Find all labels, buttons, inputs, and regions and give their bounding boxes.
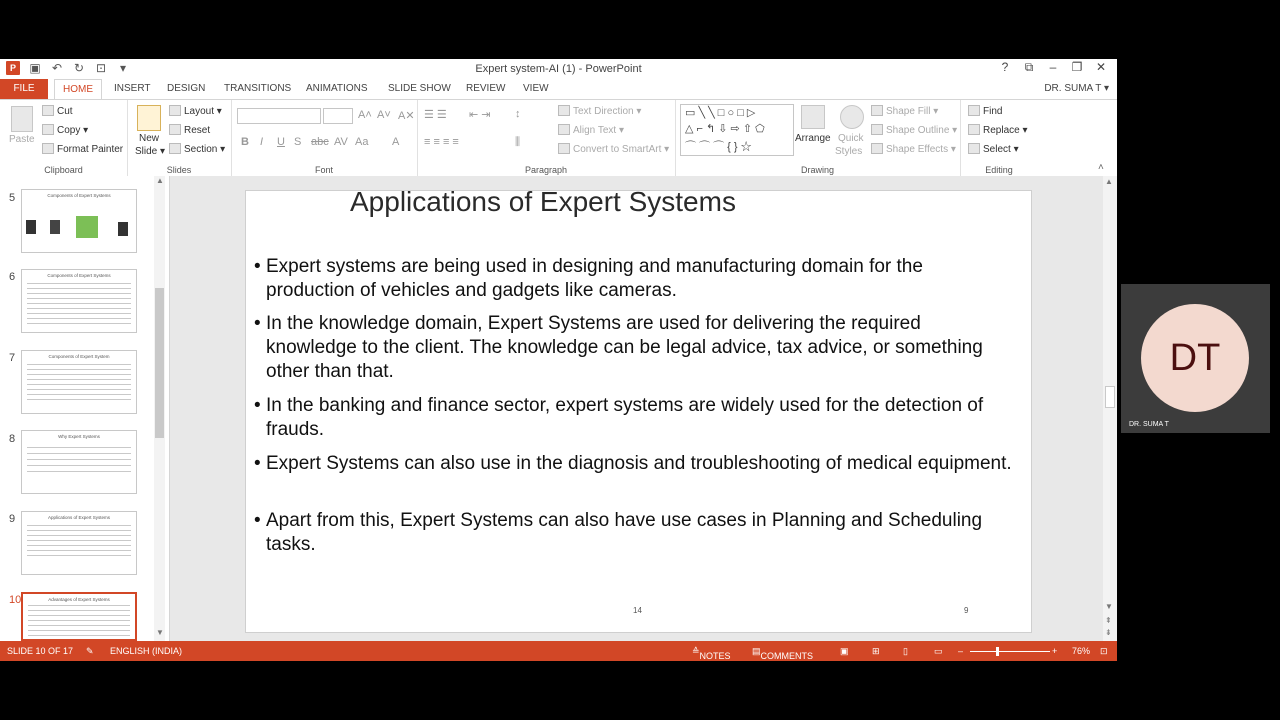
new-slide-icon[interactable] [137, 105, 161, 131]
close-icon[interactable]: ✕ [1095, 60, 1107, 74]
shapes-gallery[interactable]: ▭ ╲ ╲ □ ○ □ ▷ △ ⌐ ↰ ⇩ ⇨ ⇧ ⬠ ⌒ ⌒ ⌒ { } ☆ [680, 104, 794, 156]
ribbon-display-icon[interactable]: ⧉ [1024, 60, 1034, 74]
slide-scroll-thumb[interactable] [1105, 386, 1115, 408]
bullet-item[interactable]: • Expert Systems can also use in the diagnosis and troubleshooting of medical equipment. [254, 453, 1012, 474]
participant-name: DR. SUMA T [1129, 421, 1169, 428]
font-label: Font [314, 165, 333, 175]
indent-icon[interactable]: ⇤ ⇥ [469, 109, 491, 121]
tab-file[interactable]: FILE [0, 79, 48, 99]
strikethrough-button[interactable]: abc [311, 136, 329, 148]
shape-fill-button[interactable]: Shape Fill ▾ [871, 105, 938, 117]
tab-view[interactable]: VIEW [523, 83, 549, 94]
scroll-down-icon[interactable]: ▼ [156, 628, 164, 637]
layout-button[interactable]: Layout ▾ [169, 105, 222, 117]
user-name: DR. SUMA T [1044, 83, 1102, 94]
tab-slide-show[interactable]: SLIDE SHOW [388, 83, 451, 94]
participant-video-tile [1121, 284, 1270, 433]
powerpoint-logo-icon: P [6, 61, 20, 75]
bullet-item[interactable]: • Expert systems are being used in designing and manufacturing domain for the production of vehicles and gadgets like cameras. [254, 256, 923, 301]
columns-icon[interactable]: ⫼ [515, 136, 521, 148]
clipboard-group [0, 100, 128, 177]
shape-outline-button[interactable]: Shape Outline ▾ [871, 124, 957, 136]
spell-check-icon[interactable]: ✎ [86, 646, 94, 656]
thumb-number: 7 [9, 352, 16, 364]
status-bar [0, 641, 1117, 661]
normal-view-icon[interactable]: ▣ [840, 646, 849, 656]
save-icon[interactable]: ▣ [29, 61, 41, 75]
zoom-slider-thumb[interactable] [996, 647, 999, 656]
select-button[interactable]: Select ▾ [968, 143, 1019, 155]
tab-home[interactable]: HOME [54, 79, 102, 100]
replace-icon [968, 124, 980, 135]
slide-footer-number: 14 [633, 606, 642, 615]
effects-icon [871, 143, 883, 154]
tab-design[interactable]: DESIGN [167, 83, 206, 94]
clear-formatting-icon[interactable]: A✕ [398, 110, 415, 122]
thumb-title: Advantages of Expert Systems [48, 597, 110, 602]
arrange-button[interactable]: Arrange [795, 133, 831, 144]
tab-animations[interactable]: ANIMATIONS [306, 83, 368, 94]
bullet-item[interactable]: • In the banking and finance sector, expert systems are widely used for the detection of frauds. [254, 395, 984, 440]
bullet-item[interactable]: • Apart from this, Expert Systems can also have use cases in Planning and Scheduling tasks. [254, 510, 983, 555]
tab-insert[interactable]: INSERT [114, 83, 151, 94]
slide-page-number: 9 [964, 606, 969, 615]
thumbnail-scrollbar[interactable] [154, 176, 165, 641]
slide-thumbnail-7[interactable] [21, 350, 137, 414]
new-slide-label-2[interactable]: Slide ▾ [135, 146, 166, 157]
thumb-number: 5 [9, 192, 16, 204]
language-indicator[interactable]: ENGLISH (INDIA) [110, 646, 183, 656]
shadow-button[interactable]: S [294, 136, 302, 148]
bullet-item[interactable]: • In the knowledge domain, Expert Systems are used for delivering the required knowledge to the client. The knowledge can be legal advice, tax advice, or something other than that. [254, 313, 983, 382]
slideshow-view-icon[interactable]: ▭ [934, 646, 943, 656]
editing-group [960, 100, 1038, 177]
thumb-title: Components of Expert System [48, 354, 110, 359]
editing-label: Editing [985, 165, 1013, 175]
current-slide[interactable] [245, 186, 1032, 633]
cursor-icon [968, 143, 980, 154]
thumb-number: 8 [9, 433, 16, 445]
copy-button[interactable]: Copy ▾ [42, 124, 88, 136]
binoculars-icon [968, 105, 980, 116]
slide-editing-area [170, 176, 1103, 641]
thumb-title: Why Expert Systems [58, 434, 100, 439]
thumbnail-scroll-thumb[interactable] [155, 288, 164, 438]
tab-transitions[interactable]: TRANSITIONS [224, 83, 292, 94]
font-size-box[interactable] [323, 108, 353, 124]
underline-button[interactable]: U [277, 136, 285, 148]
align-text-icon [558, 124, 570, 135]
powerpoint-window [0, 59, 1117, 661]
section-button[interactable]: Section ▾ [169, 143, 225, 155]
zoom-out-button[interactable]: – [958, 646, 964, 656]
slides-label: Slides [166, 165, 192, 175]
line-spacing-icon[interactable]: ↕ [515, 108, 521, 120]
reset-button[interactable]: Reset [169, 124, 210, 136]
format-painter-button[interactable]: Format Painter [42, 143, 123, 155]
slide-title[interactable]: Applications of Expert Systems [350, 186, 736, 217]
quick-styles-label-1[interactable]: Quick [838, 133, 864, 144]
slide-thumbnail-5[interactable] [21, 189, 137, 253]
ribbon-tabs [0, 79, 1117, 99]
thumb-figure [118, 222, 128, 236]
thumb-number: 10 [9, 594, 22, 606]
slide-thumbnail-8[interactable] [21, 430, 137, 494]
ribbon [0, 99, 1117, 178]
collapse-ribbon-icon[interactable]: ˄ [1098, 162, 1104, 173]
scroll-down-icon[interactable]: ▼ [1105, 602, 1113, 611]
window-title: Expert system-AI (1) - PowerPoint [475, 63, 642, 75]
shape-effects-button[interactable]: Shape Effects ▾ [871, 143, 956, 155]
clipboard-label: Clipboard [44, 165, 83, 175]
slide-sorter-icon[interactable]: ⊞ [872, 646, 880, 656]
align-icons[interactable]: ≡ ≡ ≡ ≡ [424, 136, 459, 148]
thumb-number: 9 [9, 513, 16, 525]
slide-thumbnail-6[interactable] [21, 269, 137, 333]
paste-button[interactable]: Paste [9, 134, 35, 145]
signed-in-user[interactable]: DR. SUMA T ▾ [1044, 83, 1109, 94]
smartart-button[interactable]: Convert to SmartArt ▾ [558, 143, 669, 155]
copy-icon [42, 124, 54, 135]
reset-icon [169, 124, 181, 135]
bullets-icon[interactable]: ☰ ☰ [424, 109, 447, 121]
text-direction-button[interactable]: Text Direction ▾ [558, 105, 641, 117]
layout-icon [169, 105, 181, 116]
restore-icon[interactable]: ❐ [1071, 60, 1083, 74]
undo-icon[interactable]: ↶ [51, 61, 63, 75]
thumb-title: Applications of Expert Systems [47, 515, 111, 520]
shrink-font-icon[interactable]: A˅ [377, 109, 391, 121]
paragraph-label: Paragraph [524, 165, 568, 175]
thumb-figure [26, 220, 36, 234]
drawing-group [675, 100, 961, 177]
replace-button[interactable]: Replace ▾ [968, 124, 1028, 136]
section-icon [169, 143, 181, 154]
thumb-figure [50, 220, 60, 234]
grow-font-icon[interactable]: A˄ [358, 109, 372, 121]
minimize-icon[interactable]: – [1049, 60, 1057, 74]
arrange-icon[interactable] [801, 105, 825, 129]
title-bar [0, 59, 1117, 79]
start-slideshow-icon[interactable]: ⊡ [95, 61, 107, 75]
font-group [231, 100, 418, 177]
redo-icon[interactable]: ↻ [73, 61, 85, 75]
notes-button[interactable]: ≙ NOTES [692, 646, 731, 661]
avatar: DT [1141, 304, 1249, 412]
slide-thumbnail-9[interactable] [21, 511, 137, 575]
scroll-up-icon[interactable]: ▲ [1105, 177, 1113, 186]
help-icon[interactable]: ? [1001, 60, 1009, 74]
slide-scrollbar[interactable] [1103, 176, 1117, 641]
paragraph-group [417, 100, 676, 177]
scroll-up-icon[interactable]: ▲ [156, 176, 164, 185]
customize-toolbar-icon[interactable]: ▾ [119, 61, 127, 75]
zoom-slider[interactable] [970, 651, 1050, 652]
reading-view-icon[interactable]: ▯ [903, 646, 908, 656]
zoom-level[interactable]: 76% [1072, 646, 1091, 656]
smartart-icon [558, 143, 570, 154]
quick-styles-label-2[interactable]: Styles [835, 146, 863, 157]
cut-button[interactable]: Cut [42, 105, 73, 117]
slide-thumbnail-10[interactable] [21, 592, 137, 641]
thumb-title: Components of Expert Systems [47, 273, 111, 278]
paste-icon[interactable] [11, 106, 33, 132]
slides-group [127, 100, 232, 177]
new-slide-label-1[interactable]: New [139, 133, 160, 144]
slide-thumbnail-panel [0, 176, 170, 641]
previous-slide-icon[interactable]: ⇞ [1105, 616, 1112, 625]
find-button[interactable]: Find [968, 105, 1002, 117]
pen-icon [871, 124, 883, 135]
character-spacing-button[interactable]: AV [334, 136, 348, 148]
slide-counter: SLIDE 10 OF 17 [7, 646, 74, 656]
thumb-figure [76, 216, 98, 238]
drawing-label: Drawing [800, 165, 834, 175]
align-text-button[interactable]: Align Text ▾ [558, 124, 624, 136]
scissors-icon [42, 105, 54, 116]
paint-bucket-icon [871, 105, 883, 116]
font-color-button[interactable]: A [392, 136, 400, 148]
tab-review[interactable]: REVIEW [466, 83, 506, 94]
quick-styles-icon[interactable] [840, 105, 864, 129]
font-name-box[interactable] [237, 108, 321, 124]
thumb-number: 6 [9, 271, 16, 283]
comments-button[interactable]: ▤ COMMENTS [752, 646, 814, 661]
thumb-title: Components of Expert Systems [47, 193, 111, 198]
change-case-button[interactable]: Aa [355, 136, 369, 148]
window-controls [995, 60, 1111, 75]
zoom-in-button[interactable]: + [1052, 646, 1058, 656]
fit-slide-icon[interactable]: ⊡ [1100, 646, 1108, 656]
italic-button[interactable]: I [260, 136, 264, 148]
text-direction-icon [558, 105, 570, 116]
next-slide-icon[interactable]: ⇟ [1105, 628, 1112, 637]
bold-button[interactable]: B [241, 136, 249, 148]
brush-icon [42, 143, 54, 154]
